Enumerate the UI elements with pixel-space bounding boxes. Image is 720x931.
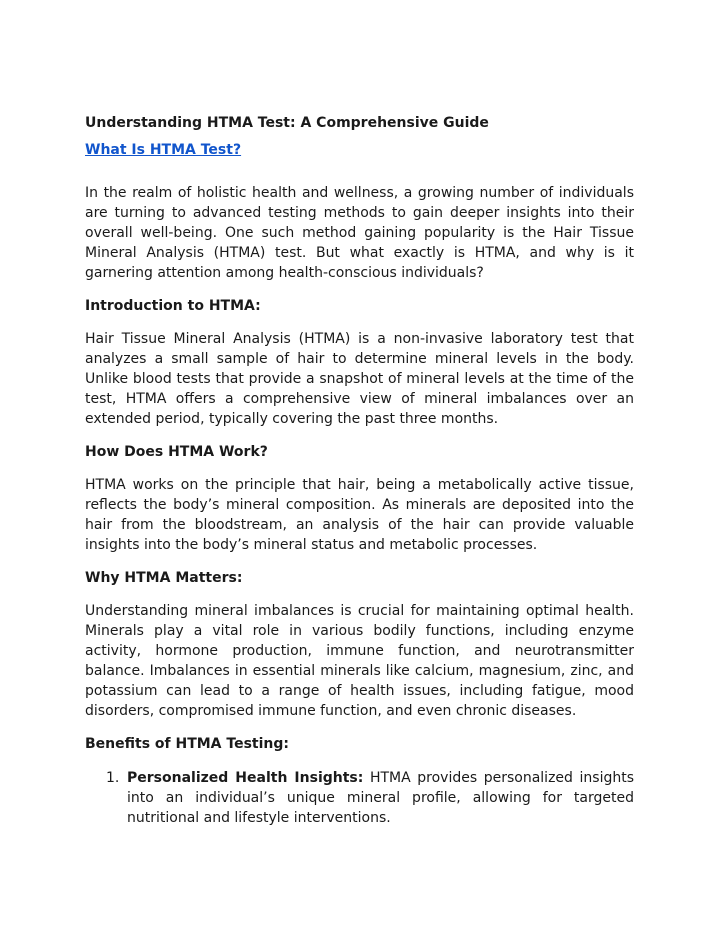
section-heading-why-it-matters: Why HTMA Matters: <box>85 570 243 586</box>
what-is-htma-link[interactable]: What Is HTMA Test? <box>85 142 242 158</box>
list-item-text: HTMA provides personalized insights into an individual’s unique mineral profile, allowing for targeted nutritional and lifestyle interventions. <box>127 770 635 826</box>
list-item <box>85 768 634 828</box>
document-page <box>85 113 634 828</box>
section-heading-benefits: Benefits of HTMA Testing: <box>85 736 289 752</box>
section-heading-introduction: Introduction to HTMA: <box>85 298 261 314</box>
list-item-number: 1. <box>106 770 120 786</box>
document-title: Understanding HTMA Test: A Comprehensive Guide <box>85 115 489 131</box>
section-body-introduction: Hair Tissue Mineral Analysis (HTMA) is a non-invasive laboratory test that analyzes a small sample of hair to determine mineral levels in the body. Unlike blood tests that provide a snapshot of mineral levels at the time of the test, HTMA offers a comprehensive view of mineral imbalances over an extended period, typically covering the past three months. <box>85 331 634 427</box>
section-body-why-it-matters: Understanding mineral imbalances is crucial for maintaining optimal health. Minerals play a vital role in various bodily functions, including enzyme activity, hormone production, immune function, and neurotransmitter balance. Imbalances in essential minerals like calcium, magnesium, zinc, and potassium can lead to a range of health issues, including fatigue, mood disorders, compromised immune function, and even chronic diseases. <box>85 603 634 719</box>
section-heading-how-it-works: How Does HTMA Work? <box>85 444 268 460</box>
intro-paragraph: In the realm of holistic health and wellness, a growing number of individuals are turning to advanced testing methods to gain deeper insights into their overall well-being. One such method gaining popularity is the Hair Tissue Mineral Analysis (HTMA) test. But what exactly is HTMA, and why is it garnering attention among health-conscious individuals? <box>85 185 634 281</box>
benefits-list <box>85 768 634 828</box>
list-item-lead: Personalized Health Insights: <box>127 770 364 786</box>
section-body-how-it-works: HTMA works on the principle that hair, being a metabolically active tissue, reflects the body’s mineral composition. As minerals are deposited into the hair from the bloodstream, an analysis of the hair can provide valuable insights into the body’s mineral status and metabolic processes. <box>85 477 634 553</box>
